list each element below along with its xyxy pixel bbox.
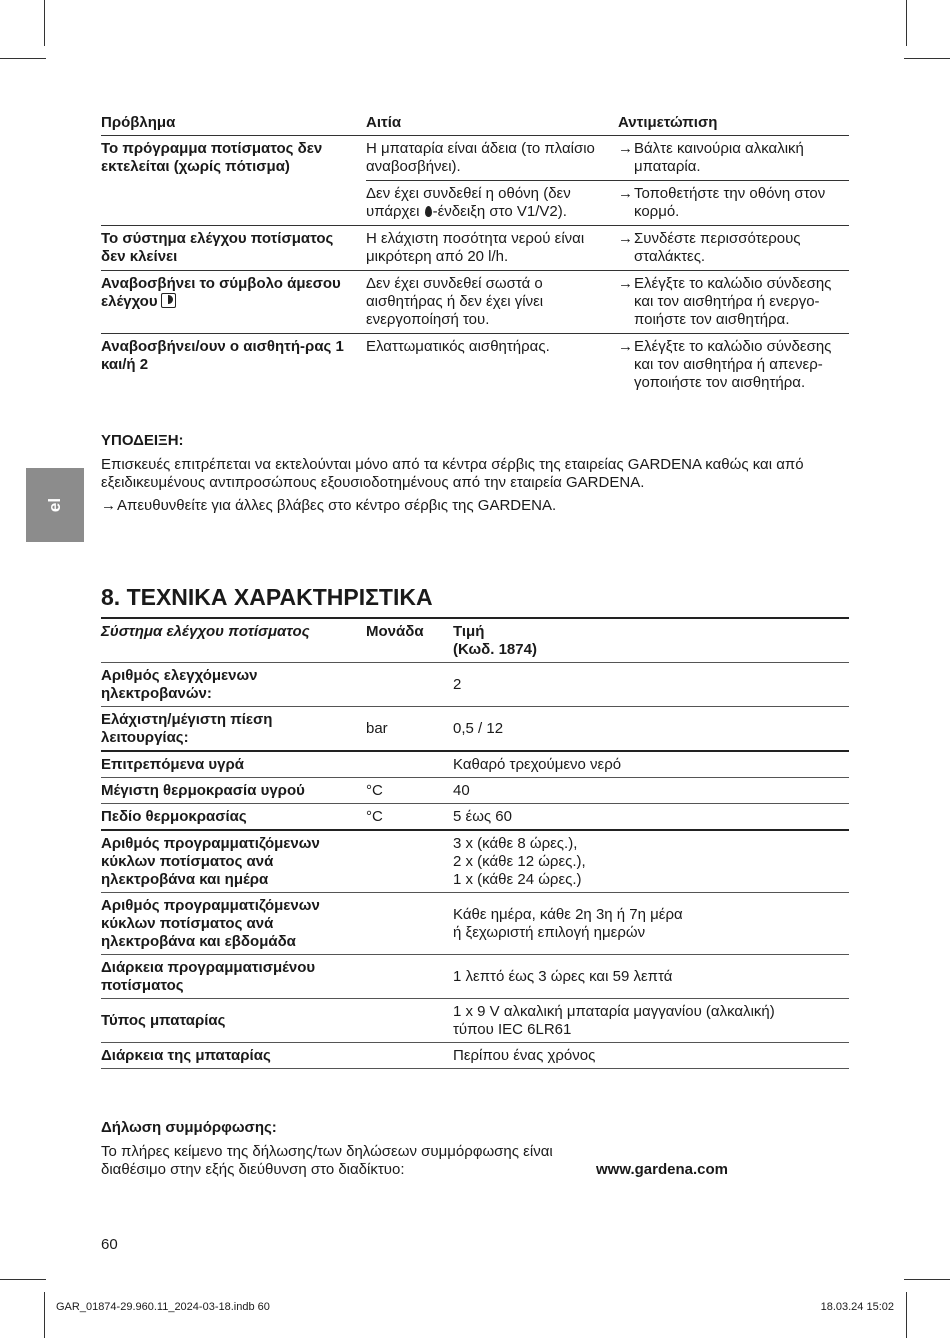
spec-value-cell: 1 λεπτό έως 3 ώρες και 59 λεπτά <box>453 955 849 999</box>
column-header-cause: Αιτία <box>366 112 618 136</box>
manual-control-icon <box>161 293 176 308</box>
value-header: Τιμή <box>453 623 485 640</box>
tech-specs-table <box>101 619 849 1069</box>
crop-mark <box>906 0 907 46</box>
table-row <box>101 271 849 334</box>
arrow-icon: → <box>101 497 116 514</box>
website-link[interactable]: www.gardena.com <box>596 1161 728 1178</box>
spec-name-cell: Τύπος μπαταρίας <box>101 999 366 1043</box>
language-tab <box>26 468 84 542</box>
table-row <box>101 999 849 1043</box>
column-header-value <box>453 619 849 663</box>
table-row <box>101 893 849 955</box>
spec-name-cell: Αριθμός προγραμματιζόμενων κύκλων ποτίσματος ανά ηλεκτροβάνα και εβδομάδα <box>101 893 366 955</box>
spec-unit-cell <box>366 999 453 1043</box>
spec-value-cell: 40 <box>453 778 849 804</box>
table-row <box>101 334 849 397</box>
note-bullet-text: Απευθυνθείτε για άλλες βλάβες στο κέντρο σέρβις της GARDENA. <box>117 497 557 514</box>
cause-cell <box>366 181 618 226</box>
problem-cell <box>101 271 366 334</box>
table-row <box>101 830 849 893</box>
spec-value-cell: 1 x 9 V αλκαλική μπαταρία μαγγανίου (αλκαλική) τύπου IEC 6LR61 <box>453 999 849 1043</box>
spec-unit-cell: °C <box>366 804 453 831</box>
spec-unit-cell <box>366 1043 453 1069</box>
cause-cell: Δεν έχει συνδεθεί σωστά ο αισθητήρας ή δεν έχει γίνει ενεργοποίησή του. <box>366 271 618 334</box>
table-row <box>101 226 849 271</box>
troubleshooting-table <box>101 112 849 396</box>
article-number: (Κωδ. 1874) <box>453 641 537 658</box>
crop-mark <box>906 1292 907 1338</box>
table-row <box>101 778 849 804</box>
spec-unit-cell <box>366 955 453 999</box>
spec-name-cell: Επιτρεπόμενα υγρά <box>101 751 366 778</box>
spec-value-cell: Καθαρό τρεχούμενο νερό <box>453 751 849 778</box>
remedy-text: Τοποθετήστε την οθόνη στον κορμό. <box>634 185 826 220</box>
spec-value-cell: 2 <box>453 663 849 707</box>
spec-value-cell: 0,5 / 12 <box>453 707 849 752</box>
cause-text: -ένδειξη στο V1/V2). <box>432 203 567 220</box>
declaration <box>101 1143 849 1179</box>
print-slug-file: GAR_01874-29.960.11_2024-03-18.indb 60 <box>56 1301 270 1313</box>
arrow-icon: → <box>618 185 633 202</box>
spec-unit-cell: bar <box>366 707 453 752</box>
remedy-cell <box>618 181 849 226</box>
spec-unit-cell <box>366 751 453 778</box>
table-row <box>101 804 849 831</box>
remedy-text: Συνδέστε περισσότερους σταλάκτες. <box>634 230 801 265</box>
column-header-unit: Μονάδα <box>366 619 453 663</box>
page-number: 60 <box>101 1236 118 1253</box>
spec-unit-cell <box>366 893 453 955</box>
column-header-problem: Πρόβλημα <box>101 112 366 136</box>
remedy-cell <box>618 136 849 181</box>
table-row <box>101 663 849 707</box>
problem-cell: Το σύστημα ελέγχου ποτίσματος δεν κλείνει <box>101 226 366 271</box>
arrow-icon: → <box>618 338 633 355</box>
crop-mark <box>44 0 45 46</box>
note-title: ΥΠΟΔΕΙΞΗ: <box>101 432 184 449</box>
table-row <box>101 751 849 778</box>
spec-name-cell: Μέγιστη θερμοκρασία υγρού <box>101 778 366 804</box>
crop-mark <box>0 58 46 59</box>
print-slug-date: 18.03.24 15:02 <box>820 1301 894 1313</box>
table-row <box>101 707 849 752</box>
declaration-text: Το πλήρες κείμενο της δήλωσης/των δηλώσεων συμμόρφωσης είναι διαθέσιμο στην εξής διεύθυνση στο διαδίκτυο: <box>101 1143 553 1178</box>
page-content <box>101 112 849 1179</box>
spec-name-cell: Διάρκεια προγραμματισμένου ποτίσματος <box>101 955 366 999</box>
spec-name-cell: Ελάχιστη/μέγιστη πίεση λειτουργίας: <box>101 707 366 752</box>
spec-unit-cell <box>366 663 453 707</box>
problem-cell: Αναβοσβήνει/ουν ο αισθητή-ρας 1 και/ή 2 <box>101 338 344 373</box>
spec-unit-cell <box>366 830 453 893</box>
spec-value-cell: 5 έως 60 <box>453 804 849 831</box>
water-drop-icon <box>425 206 432 217</box>
spec-unit-cell: °C <box>366 778 453 804</box>
crop-mark <box>0 1279 46 1280</box>
table-row <box>101 1043 849 1069</box>
spec-value-cell: Κάθε ημέρα, κάθε 2η 3η ή 7η μέρα ή ξεχωριστή επιλογή ημερών <box>453 893 849 955</box>
note-text: Επισκευές επιτρέπεται να εκτελούνται μόνο από τα κέντρα σέρβις της εταιρείας GARDENA καθώς και από εξειδικευμένους αντιπροσώπους εξουσιοδοτημένους από την εταιρεία GARDENA. <box>101 456 804 491</box>
spec-value-cell: Περίπου ένας χρόνος <box>453 1043 849 1069</box>
column-header-remedy: Αντιμετώπιση <box>618 112 849 136</box>
crop-mark <box>44 1292 45 1338</box>
crop-mark <box>904 58 950 59</box>
declaration-title: Δήλωση συμμόρφωσης: <box>101 1119 277 1136</box>
spec-name-cell: Πεδίο θερμοκρασίας <box>101 804 366 831</box>
remedy-cell <box>618 226 849 271</box>
arrow-icon: → <box>618 230 633 247</box>
cause-cell: Η ελάχιστη ποσότητα νερού είναι μικρότερη από 20 l/h. <box>366 226 618 271</box>
spec-name-cell: Διάρκεια της μπαταρίας <box>101 1043 366 1069</box>
remedy-text: Βάλτε καινούρια αλκαλική μπαταρία. <box>634 140 804 175</box>
language-tab-label: el <box>45 497 64 513</box>
cause-cell: Η μπαταρία είναι άδεια (το πλαίσιο αναβοσβήνει). <box>366 136 618 181</box>
crop-mark <box>904 1279 950 1280</box>
note-bullet <box>101 497 849 515</box>
table-row <box>101 955 849 999</box>
arrow-icon: → <box>618 275 633 292</box>
spec-value-cell: 3 x (κάθε 8 ώρες.), 2 x (κάθε 12 ώρες.), 1 x (κάθε 24 ώρες.) <box>453 830 849 893</box>
cause-text: Δεν έχει συνδεθεί η οθόνη (δεν υπάρχει <box>366 185 571 220</box>
remedy-text: Ελέγξτε το καλώδιο σύνδεσης και τον αισθητήρα ή απενερ-γοποιήστε τον αισθητήρα. <box>634 338 832 391</box>
remedy-cell <box>618 271 849 334</box>
remedy-cell <box>618 334 849 397</box>
remedy-text: Ελέγξτε το καλώδιο σύνδεσης και τον αισθητήρα ή ενεργο-ποιήστε τον αισθητήρα. <box>634 275 832 328</box>
table-row <box>101 136 849 181</box>
spec-name-cell: Αριθμός προγραμματιζόμενων κύκλων ποτίσματος ανά ηλεκτροβάνα και ημέρα <box>101 830 366 893</box>
problem-cell: Το πρόγραμμα ποτίσματος δεν εκτελείται (χωρίς πότισμα) <box>101 136 366 226</box>
section-title: 8. ΤΕΧΝΙΚΑ ΧΑΡΑΚΤΗΡΙΣΤΙΚΑ <box>101 583 849 619</box>
column-header-system: Σύστημα ελέγχου ποτίσματος <box>101 619 366 663</box>
spec-name-cell: Αριθμός ελεγχόμενων ηλεκτροβανών: <box>101 663 366 707</box>
problem-text: Αναβοσβήνει το σύμβολο άμεσου ελέγχου <box>101 275 341 310</box>
cause-cell: Ελαττωματικός αισθητήρας. <box>366 338 550 355</box>
arrow-icon: → <box>618 140 633 157</box>
